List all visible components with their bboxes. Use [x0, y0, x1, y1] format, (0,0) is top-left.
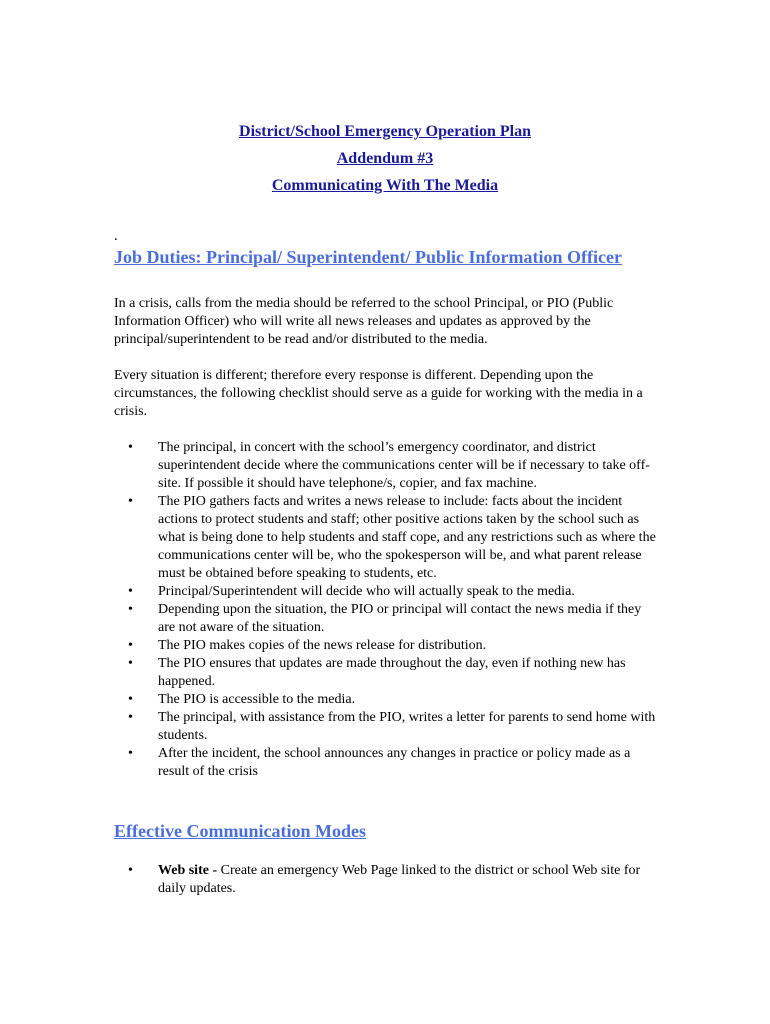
bullet-icon: • — [128, 440, 133, 455]
list-item-text: The PIO gathers facts and writes a news release to include: facts about the incident actions to protect students and staff; other positive actions taken by the school such as what is being done to help students and staff cope, and any restrictions such as where the communications center will be, who the spokesperson will be, and what parent release must be obtained before speaking to students, etc. — [158, 494, 656, 581]
list-item-lead: Web site - — [158, 863, 218, 878]
bullet-icon: • — [128, 638, 133, 653]
document-title: District/School Emergency Operation Plan — [239, 123, 531, 140]
list-item-text: Create an emergency Web Page linked to the district or school Web site for daily updates. — [158, 863, 641, 896]
bullet-icon: • — [128, 863, 133, 878]
document-subtitle: Communicating With The Media — [271, 177, 499, 194]
list-item — [114, 655, 659, 691]
list-item — [114, 439, 659, 493]
list-item — [114, 583, 659, 601]
section-heading-job-duties: Job Duties: Principal/ Superintendent/ Public Information Officer — [114, 247, 622, 267]
list-item-text: The principal, with assistance from the PIO, writes a letter for parents to send home with students. — [158, 710, 656, 743]
paragraph-every-situation: Every situation is different; therefore every response is different. Depending upon the circumstances, the following checklist should serve as a guide for working with the media in a crisis. — [114, 368, 643, 419]
bullet-icon: • — [128, 692, 133, 707]
list-item — [114, 691, 659, 709]
job-duties-checklist — [114, 439, 659, 781]
bullet-icon: • — [128, 602, 133, 617]
list-item-text: Principal/Superintendent will decide who will actually speak to the media. — [158, 584, 575, 599]
bullet-icon: • — [128, 584, 133, 599]
list-item — [114, 862, 659, 898]
list-item-text: Depending upon the situation, the PIO or principal will contact the news media if they are not aware of the situation. — [158, 602, 642, 635]
bullet-icon: • — [128, 494, 133, 509]
communication-modes-list — [114, 862, 659, 898]
list-item-text: The PIO ensures that updates are made throughout the day, even if nothing new has happened. — [158, 656, 626, 689]
bullet-icon: • — [128, 710, 133, 725]
addendum-number: Addendum #3 — [336, 150, 434, 167]
bullet-icon: • — [128, 656, 133, 671]
list-item — [114, 709, 659, 745]
paragraph-crisis-calls: In a crisis, calls from the media should be referred to the school Principal, or PIO (Public Information Officer) who will write all news releases and updates as approved by the principal/superintendent to be read and/or distributed to the media. — [114, 296, 614, 347]
list-item-text: The PIO makes copies of the news release for distribution. — [158, 638, 487, 653]
list-item-text: The PIO is accessible to the media. — [158, 692, 356, 707]
list-item — [114, 637, 659, 655]
section-heading-communication-modes: Effective Communication Modes — [114, 821, 366, 841]
bullet-icon: • — [128, 746, 133, 761]
list-item-text: After the incident, the school announces any changes in practice or policy made as a result of the crisis — [158, 746, 631, 779]
stray-period: . — [114, 228, 118, 244]
list-item — [114, 745, 659, 781]
list-item — [114, 493, 659, 583]
list-item-text: The principal, in concert with the school’s emergency coordinator, and district superintendent decide where the communications center will be if necessary to take off-site. If possible it should have telephone/s, copier, and fax machine. — [158, 440, 650, 491]
document-title-block — [0, 118, 770, 199]
list-item — [114, 601, 659, 637]
